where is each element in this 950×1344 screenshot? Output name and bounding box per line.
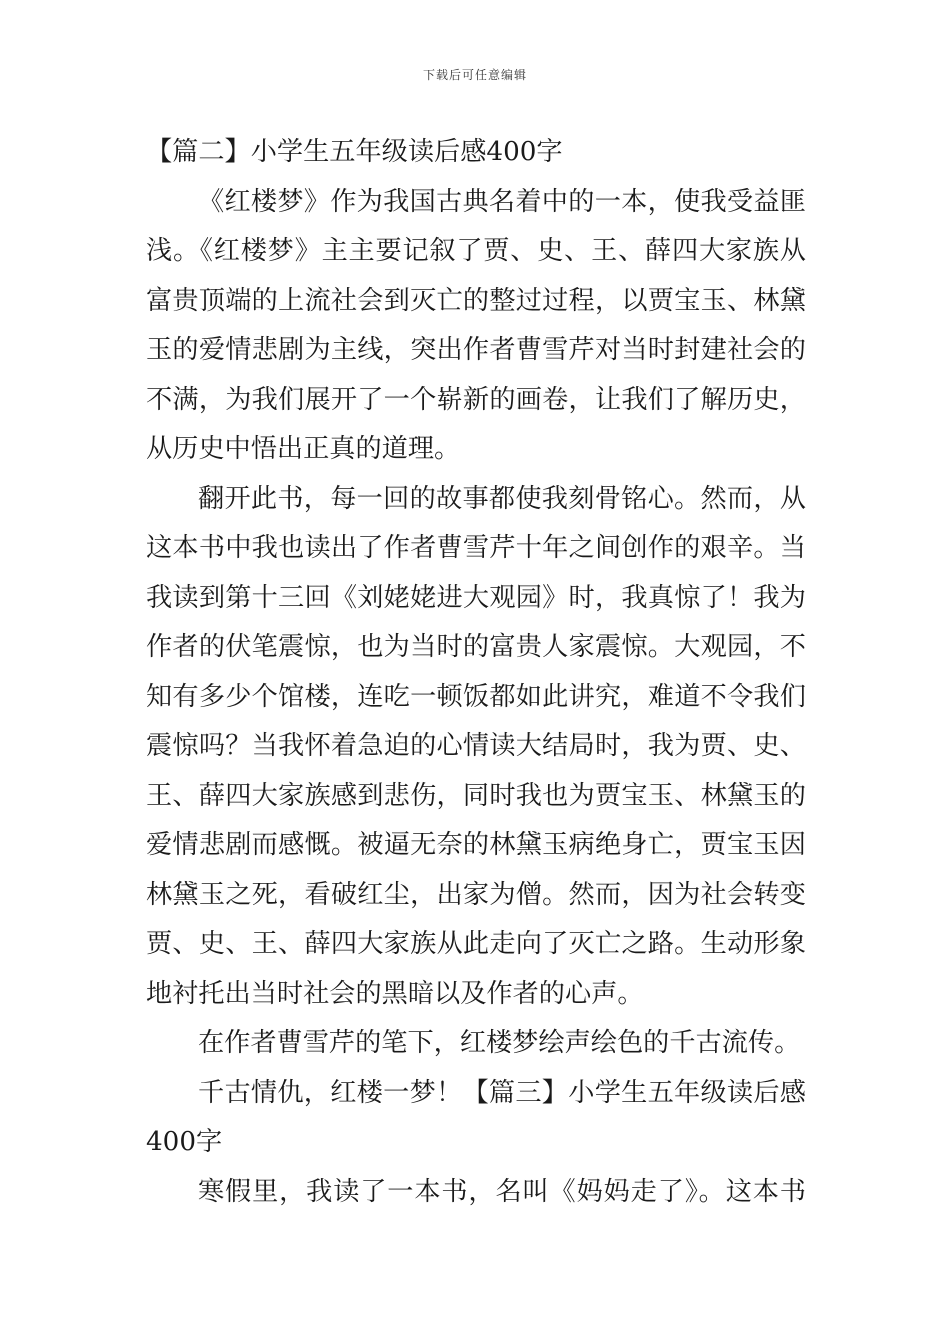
paragraph-line: 这本书中我也读出了作者曹雪芹十年之间创作的艰辛。当 xyxy=(146,533,806,563)
paragraph-line: 震惊吗？当我怀着急迫的心情读大结局时，我为贾、史、 xyxy=(146,731,806,761)
paragraph-line: 爱情悲剧而感慨。被逼无奈的林黛玉病绝身亡，贾宝玉因 xyxy=(146,830,806,860)
download-note: 下载后可任意编辑 xyxy=(422,68,527,82)
paragraph-line: 贾、史、王、薛四大家族从此走向了灭亡之路。生动形象 xyxy=(146,929,806,959)
paragraph-line: 林黛玉之死，看破红尘，出家为僧。然而，因为社会转变 xyxy=(146,879,806,910)
paragraph-line: 王、薛四大家族感到悲伤，同时我也为贾宝玉、林黛玉的 xyxy=(146,780,806,811)
paragraph-line: 不满，为我们展开了一个崭新的画卷，让我们了解历史， xyxy=(146,384,806,415)
paragraph-line: 从历史中悟出正真的道理。 xyxy=(146,434,461,464)
paragraph-line: 千古情仇，红楼一梦！【篇三】小学生五年级读后感 xyxy=(198,1077,806,1108)
paragraph-line: 知有多少个馆楼，连吃一顿饭都如此讲究，难道不令我们 xyxy=(146,681,806,712)
paragraph-line: 富贵顶端的上流社会到灭亡的整过过程，以贾宝玉、林黛 xyxy=(146,285,806,316)
document-body xyxy=(146,128,806,1217)
paragraph-line: 地衬托出当时社会的黑暗以及作者的心声。 xyxy=(146,978,644,1009)
paragraph-line: 寒假里，我读了一本书，名叫《妈妈走了》。这本书 xyxy=(198,1176,806,1207)
paragraph-line: 玉的爱情悲剧为主线，突出作者曹雪芹对当时封建社会的 xyxy=(146,335,806,365)
paragraph-line: 浅。《红楼梦》主主要记叙了贾、史、王、薛四大家族从 xyxy=(146,236,806,266)
section-title-chapter-two: 【篇二】小学生五年级读后感400字 xyxy=(146,137,563,167)
paragraph-line: 作者的伏笔震惊，也为当时的富贵人家震惊。大观园，不 xyxy=(146,632,806,662)
paragraph-line: 400字 xyxy=(146,1127,223,1157)
paragraph-line: 我读到第十三回《刘姥姥进大观园》时，我真惊了！我为 xyxy=(146,582,806,613)
paragraph-line: 翻开此书，每一回的故事都使我刻骨铭心。然而，从 xyxy=(198,483,806,514)
paragraph-line: 《红楼梦》作为我国古典名着中的一本，使我受益匪 xyxy=(198,186,806,217)
paragraph-line: 在作者曹雪芹的笔下，红楼梦绘声绘色的千古流传。 xyxy=(198,1028,801,1058)
